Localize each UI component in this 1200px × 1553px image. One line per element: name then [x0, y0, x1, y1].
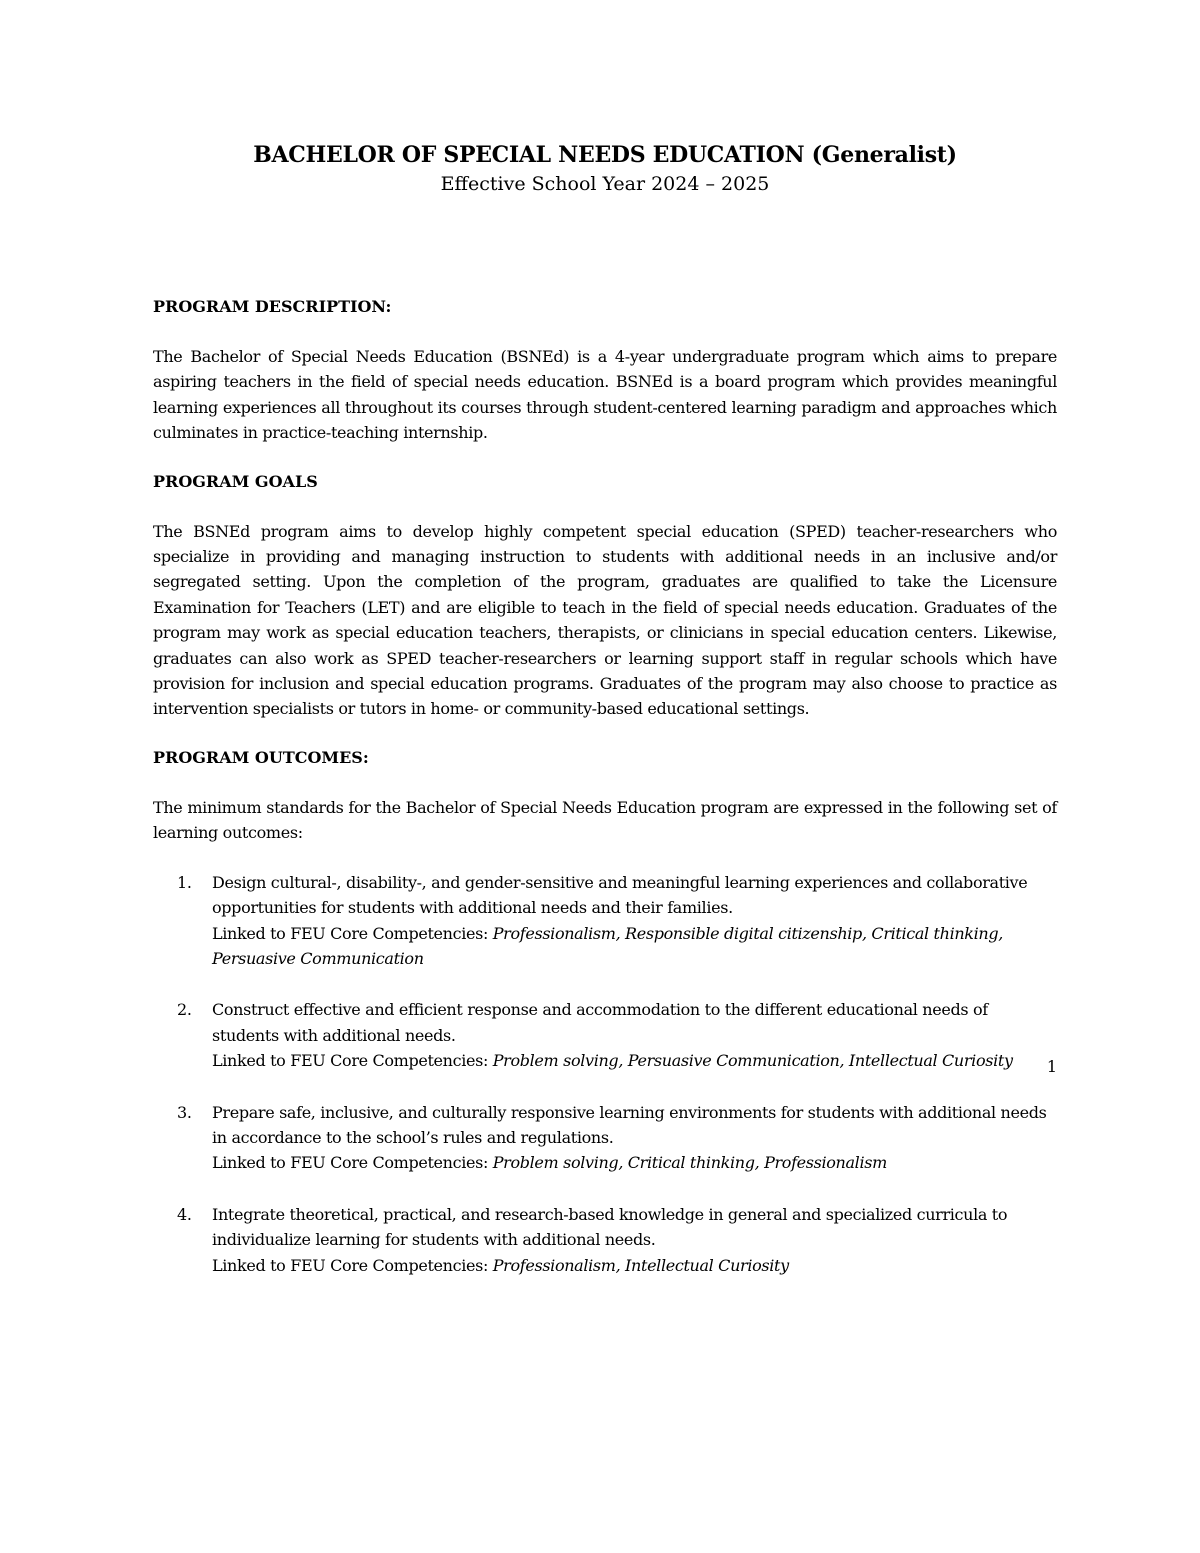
outcome-number: 4. — [177, 1204, 192, 1224]
competency-label: Linked to FEU Core Competencies: — [212, 1255, 493, 1275]
competency-label: Linked to FEU Core Competencies: — [212, 1051, 493, 1071]
outcomes-list — [153, 870, 1057, 1278]
outcome-text: Integrate theoretical, practical, and research-based knowledge in general and specialized curricula to individualize learning for students with additional needs. — [212, 1204, 1008, 1250]
competency-values: Problem solving, Persuasive Communication, Intellectual Curiosity — [492, 1051, 1013, 1071]
competency-values: Problem solving, Critical thinking, Professionalism — [492, 1153, 887, 1173]
outcome-text: Construct effective and efficient response and accommodation to the different educational needs of students with additional needs. — [212, 1000, 988, 1045]
outcome-competencies — [212, 1253, 1057, 1278]
competency-label: Linked to FEU Core Competencies: — [212, 923, 493, 943]
program-outcomes-heading: PROGRAM OUTCOMES: — [153, 747, 369, 767]
competency-values: Professionalism, Intellectual Curiosity — [492, 1255, 789, 1275]
competency-values: Professionalism, Responsible digital citizenship, Critical thinking, Persuasive Communication — [212, 923, 1003, 968]
title-block — [153, 140, 1057, 198]
document-page — [153, 140, 1057, 1278]
outcome-number: 1. — [177, 872, 192, 892]
program-goals-heading: PROGRAM GOALS — [153, 471, 318, 491]
outcome-text: Prepare safe, inclusive, and culturally responsive learning environments for students with additional needs in accordance to the school’s rules and regulations. — [212, 1102, 1047, 1147]
document-title: BACHELOR OF SPECIAL NEEDS EDUCATION (Generalist) — [253, 142, 957, 168]
competency-label: Linked to FEU Core Competencies: — [212, 1153, 493, 1173]
program-description-text: The Bachelor of Special Needs Education (BSNEd) is a 4-year undergraduate program which aims to prepare aspiring teachers in the field of special needs education. BSNEd is a board program which provides meaningful learning experiences all throughout its courses through student-centered learning paradigm and approaches which culminates in practice-teaching internship. — [153, 347, 1057, 443]
outcome-number: 2. — [177, 1000, 192, 1020]
outcome-item — [153, 997, 1057, 1073]
document-subtitle: Effective School Year 2024 – 2025 — [440, 173, 770, 195]
page-number: 1 — [1046, 1057, 1057, 1076]
outcome-item — [153, 870, 1057, 972]
outcome-competencies — [212, 921, 1057, 972]
outcome-number: 3. — [177, 1102, 192, 1122]
program-outcomes-intro: The minimum standards for the Bachelor of Special Needs Education program are expressed in the following set of learning outcomes: — [153, 797, 1057, 843]
outcome-item — [153, 1100, 1057, 1176]
outcome-item — [153, 1202, 1057, 1278]
outcome-competencies — [212, 1048, 1057, 1073]
program-goals-text: The BSNEd program aims to develop highly competent special education (SPED) teacher-researchers who specialize in providing and managing instruction to students with additional needs in an inclusive and/or segregated setting. Upon the completion of the program, graduates are qualified to take the Licensure Examination for Teachers (LET) and are eligible to teach in the field of special needs education. Graduates of the program may work as special education teachers, therapists, or clinicians in special education centers. Likewise, graduates can also work as SPED teacher-researchers or learning support staff in regular schools which have provision for inclusion and special education programs. Graduates of the program may also choose to practice as intervention specialists or tutors in home- or community-based educational settings. — [153, 521, 1057, 719]
outcome-text: Design cultural-, disability-, and gender-sensitive and meaningful learning experiences and collaborative opportunities for students with additional needs and their families. — [212, 872, 1028, 918]
outcome-competencies — [212, 1150, 1057, 1175]
program-description-heading: PROGRAM DESCRIPTION: — [153, 297, 392, 316]
